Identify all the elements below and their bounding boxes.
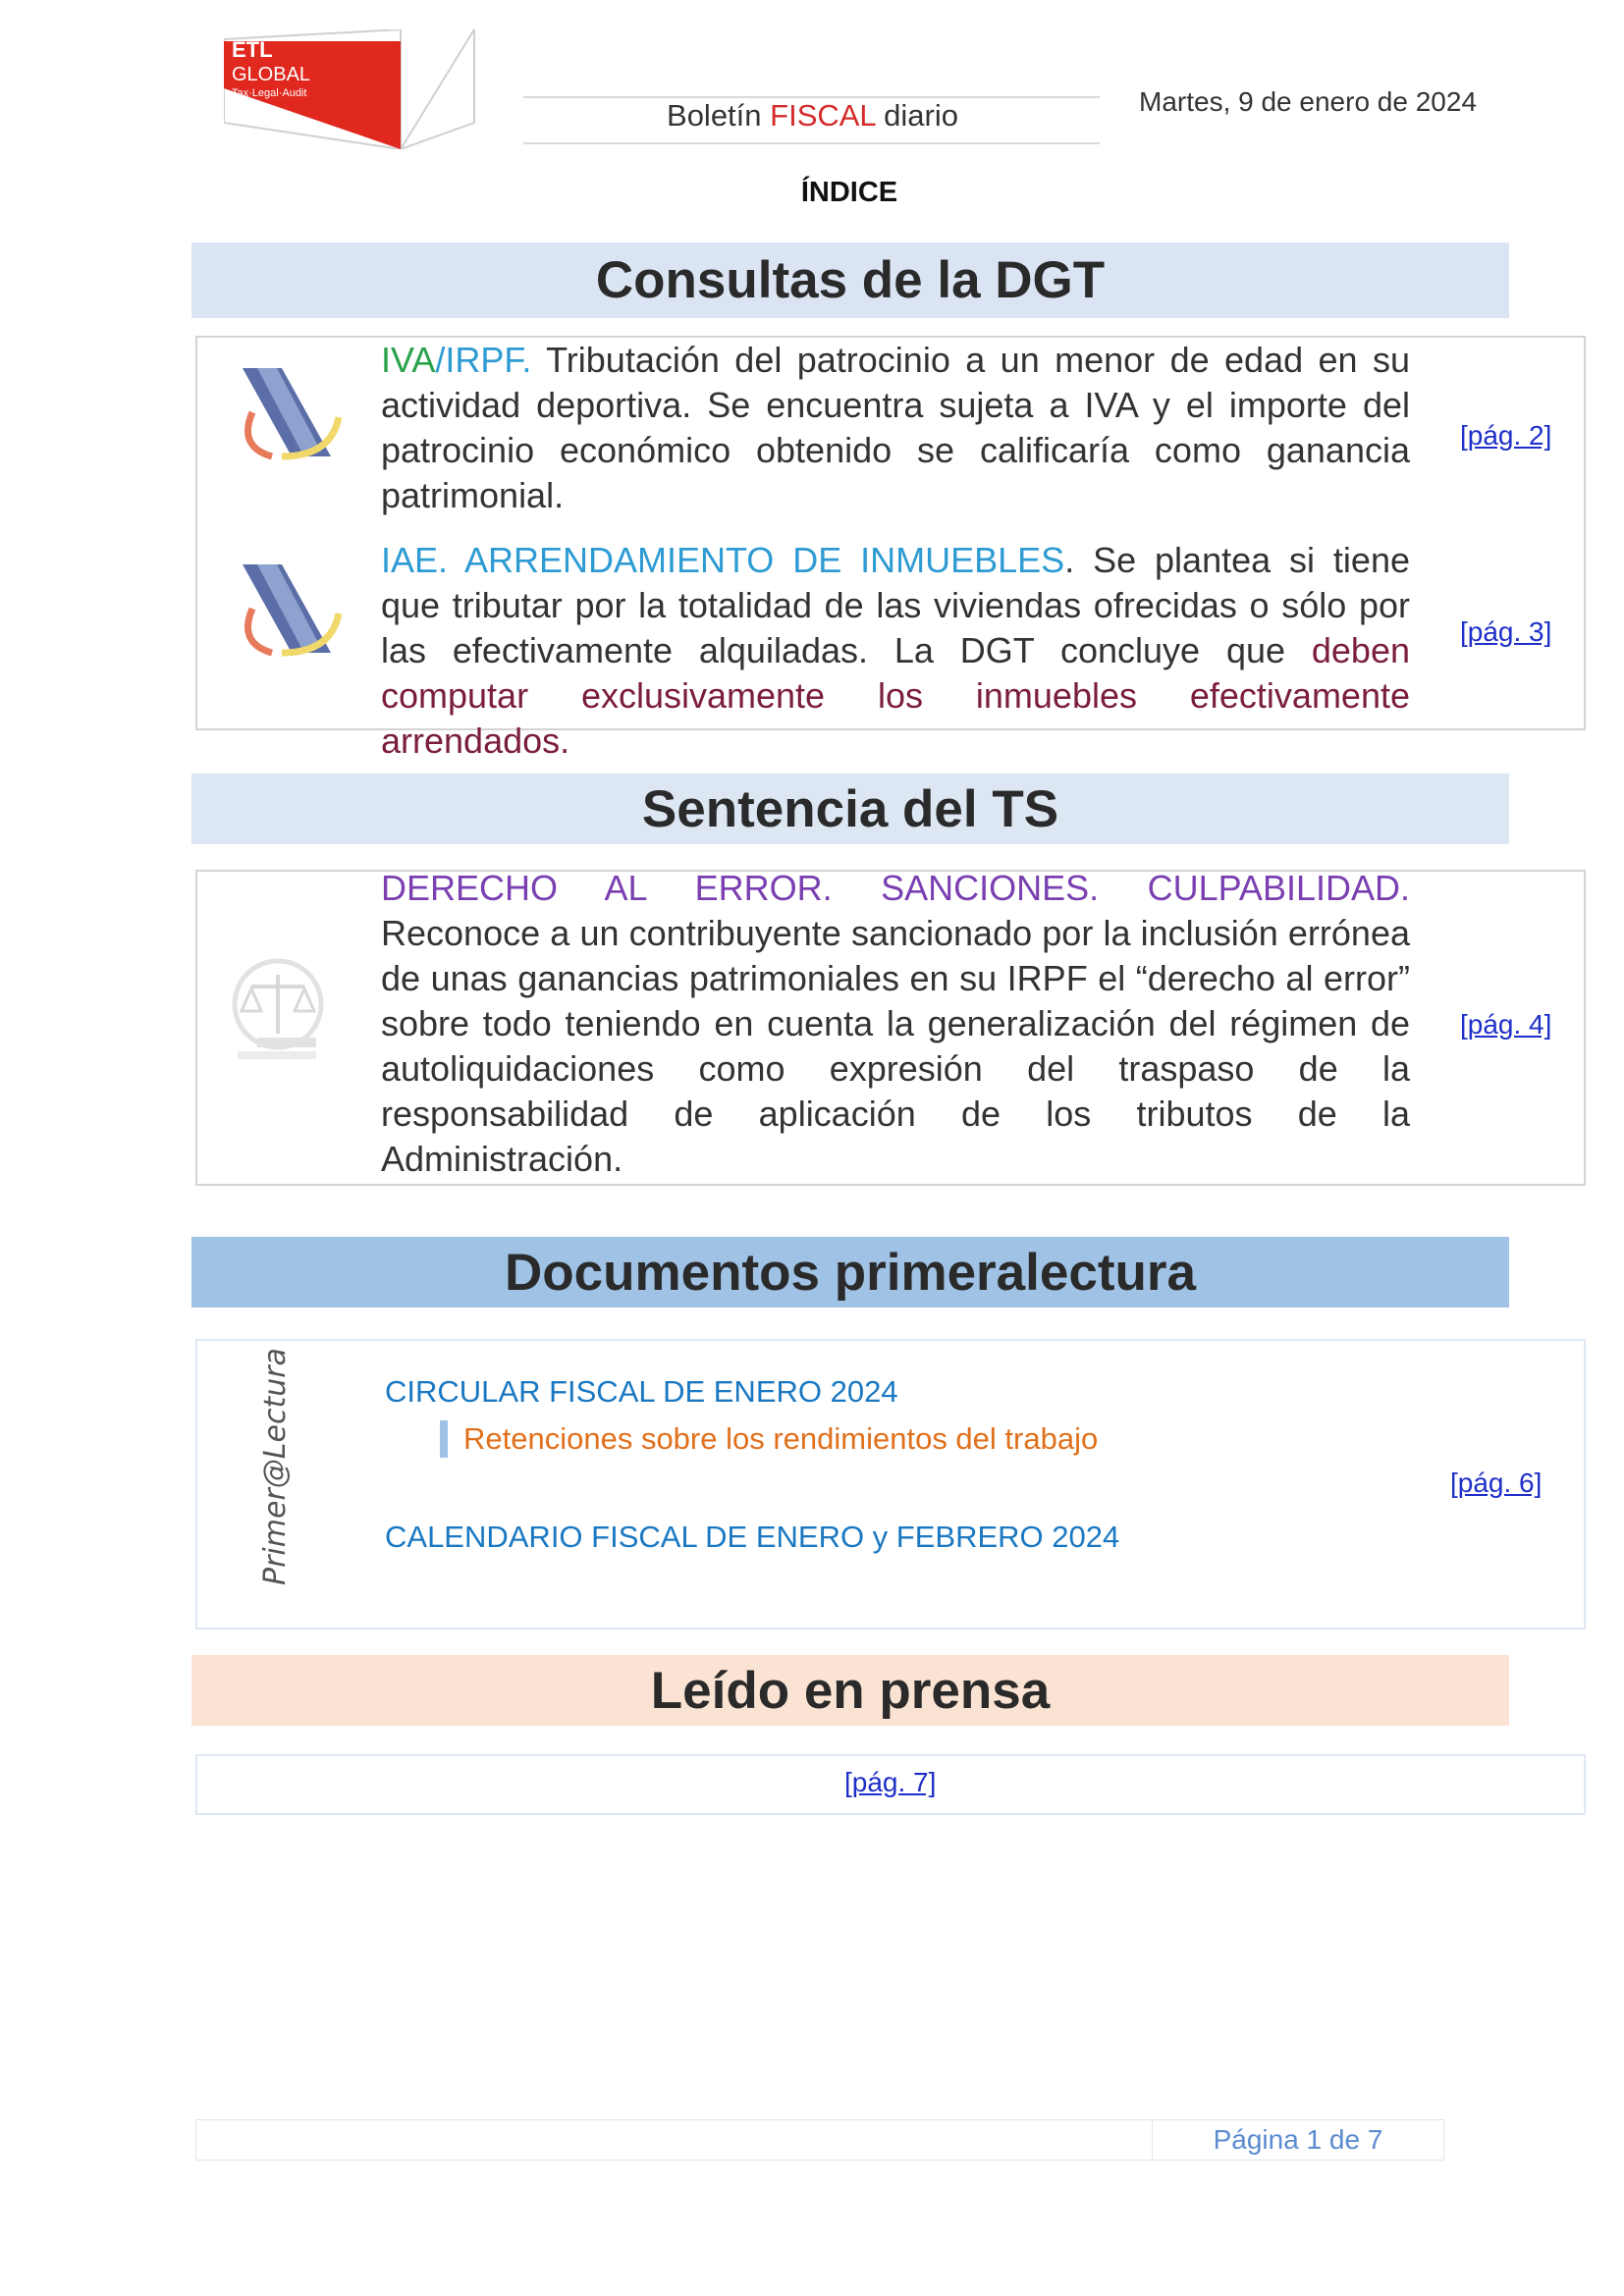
aeat-logo-icon bbox=[233, 560, 349, 667]
logo-global-text: GLOBAL bbox=[232, 64, 311, 85]
section-header-press: Leído en prensa bbox=[191, 1655, 1509, 1726]
header-rule-bottom bbox=[523, 142, 1100, 144]
page-link-6[interactable]: [pág. 6] bbox=[1450, 1468, 1543, 1498]
etl-global-logo bbox=[224, 29, 479, 149]
tag-iae: IAE. ARRENDAMIENTO DE INMUEBLES bbox=[381, 540, 1065, 580]
svg-text:Primer@Lectura: Primer@Lectura bbox=[258, 1348, 293, 1585]
index-title: ÍNDICE bbox=[800, 177, 898, 208]
page-number: Página 1 de 7 bbox=[1152, 2119, 1444, 2161]
doc-sub-bar bbox=[440, 1420, 448, 1458]
page-link-7[interactable]: [pág. 7] bbox=[844, 1767, 937, 1797]
doc-calendario-fiscal[interactable]: CALENDARIO FISCAL DE ENERO y FEBRERO 2024 bbox=[385, 1520, 1120, 1554]
doc-circular-fiscal[interactable]: CIRCULAR FISCAL DE ENERO 2024 bbox=[385, 1374, 898, 1409]
section-header-ts: Sentencia del TS bbox=[191, 774, 1509, 844]
section-header-dgt: Consultas de la DGT bbox=[191, 242, 1509, 318]
justice-scales-icon bbox=[228, 957, 328, 1067]
doc-retenciones[interactable]: Retenciones sobre los rendimientos del trabajo bbox=[463, 1421, 1099, 1456]
aeat-logo-icon bbox=[233, 363, 349, 471]
tag-irpf: IRPF. bbox=[445, 340, 532, 380]
bulletin-title: Boletín FISCAL diario bbox=[667, 98, 958, 133]
section-header-documents: Documentos primeralectura bbox=[191, 1237, 1509, 1308]
logo-tagline-text: Tax·Legal·Audit bbox=[232, 87, 307, 99]
page-link-3[interactable]: [pág. 3] bbox=[1460, 616, 1552, 647]
dgt-item-2: IAE. ARRENDAMIENTO DE INMUEBLES. Se plantea si tiene que tributar por la totalidad de las viviendas ofrecidas o sólo por las efectivamente alquiladas. La DGT concluye que deben computar exclusivamente los inmuebles efectivamente arrendados. bbox=[381, 540, 1410, 761]
dgt-conclusion: deben computar exclusivamente los inmuebles efectivamente arrendados. bbox=[381, 630, 1410, 761]
tag-derecho-error: DERECHO AL ERROR. SANCIONES. CULPABILIDAD. bbox=[381, 868, 1410, 908]
tag-iva: IVA bbox=[381, 340, 436, 380]
ts-item: DERECHO AL ERROR. SANCIONES. CULPABILIDAD. Reconoce a un contribuyente sancionado por la inclusión errónea de unas ganancias patrimoniales en su IRPF el “derecho al error” sobre todo teniendo en cuenta la generalización del régimen de autoliquidaciones como expresión del traspaso de la responsabilidad de aplicación de los tributos de la Administración. bbox=[381, 868, 1410, 1179]
page-link-4[interactable]: [pág. 4] bbox=[1460, 1009, 1552, 1040]
primeralectura-logo bbox=[226, 1345, 324, 1590]
footer-left-cell bbox=[195, 2119, 1153, 2161]
logo-etl-text: ETL bbox=[232, 37, 273, 62]
page-link-2[interactable]: [pág. 2] bbox=[1460, 420, 1552, 451]
dgt-item-1: IVA/IRPF. Tributación del patrocinio a un menor de edad en su actividad deportiva. Se encuentra sujeta a IVA y el importe del patrocinio económico obtenido se calificaría como ganancia patrimonial. bbox=[381, 340, 1410, 515]
date-label: Martes, 9 de enero de 2024 bbox=[1139, 86, 1478, 117]
